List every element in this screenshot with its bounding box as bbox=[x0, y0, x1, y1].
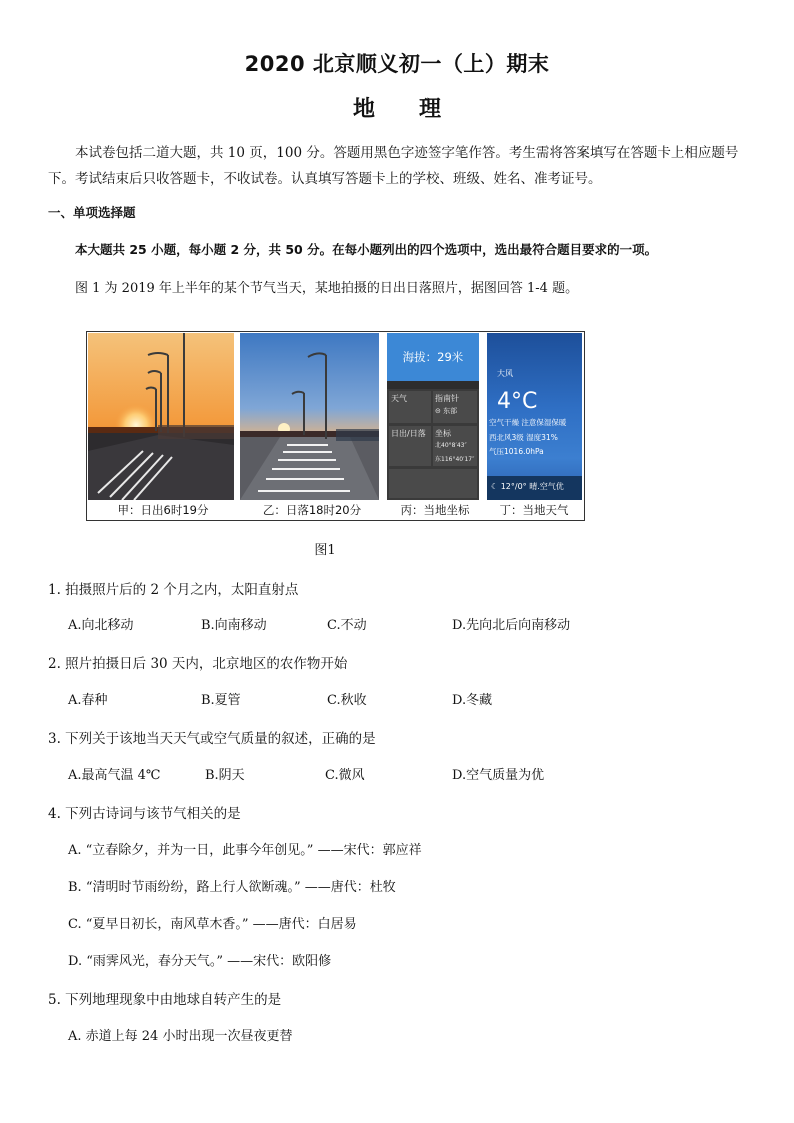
question-3-stem: 3. 下列关于该地当天天气或空气质量的叙述，正确的是 bbox=[48, 731, 376, 747]
coords-tile-label: 坐标 bbox=[435, 429, 451, 438]
subject-char-2: 理 bbox=[419, 97, 442, 122]
forecast-line: 12°/0° 晴.空气优 bbox=[500, 482, 564, 491]
exam-instructions: 本试卷包括二道大题，共 10 页，100 分。答题用黑色字迹签字笔作答。考生需将答案填写在答题卡上相应题号下。考试结束后只收答题卡，不收试卷。认真填写答题卡上的学校、班级、姓名、准考证号。 bbox=[48, 145, 739, 187]
question-3-option-b[interactable]: B.阴天 bbox=[205, 768, 245, 783]
compass-tile bbox=[433, 391, 477, 423]
figure-intro: 图 1 为 2019 年上半年的某个节气当天，某地拍摄的日出日落照片，据图回答 1-4 题。 bbox=[75, 281, 579, 296]
section-instruction: 本大题共 25 小题，每小题 2 分，共 50 分。在每小题列出的四个选项中，选出最符合题目要求的一项。 bbox=[75, 242, 658, 257]
subject-title bbox=[0, 92, 794, 123]
coordinate-screen bbox=[387, 333, 479, 500]
temperature-readout: 4°C bbox=[497, 389, 538, 414]
exam-title: 2020 北京顺义初一（上）期末 bbox=[244, 52, 550, 76]
question-3-option-a[interactable]: A.最高气温 4℃ bbox=[68, 768, 161, 783]
question-2-option-a[interactable]: A.春种 bbox=[68, 693, 108, 708]
wind-label: 大风 bbox=[497, 369, 513, 378]
weather-line-2: 西北风3级 湿度31% bbox=[489, 433, 558, 442]
question-4-option-c[interactable]: C. “夏早日初长，南风草木香。” ——唐代：白居易 bbox=[68, 917, 357, 932]
compass-icon: ⊝ bbox=[435, 407, 441, 415]
question-1-option-b[interactable]: B.向南移动 bbox=[201, 618, 267, 633]
question-4-option-d[interactable]: D. “雨霁风光，春分天气。” ——宋代：欧阳修 bbox=[68, 954, 332, 969]
longitude-value: 东116°40′17″ bbox=[435, 456, 475, 463]
latitude-value: 北40°8′43″ bbox=[435, 442, 467, 449]
subject-char-1: 地 bbox=[352, 97, 375, 122]
sunrise-photo bbox=[88, 333, 234, 500]
compass-direction: 东部 bbox=[443, 407, 458, 415]
caption-yi: 乙：日落18时20分 bbox=[262, 503, 362, 517]
altitude-readout: 海拔：29米 bbox=[387, 333, 479, 381]
question-4-option-a[interactable]: A. “立春除夕，并为一日，此事今年创见。” ——宋代：郭应祥 bbox=[68, 843, 422, 858]
weather-tile bbox=[389, 391, 431, 423]
caption-bing: 丙：当地坐标 bbox=[400, 503, 470, 517]
sunrise-sunset-tile bbox=[389, 426, 431, 466]
question-2-option-c[interactable]: C.秋收 bbox=[327, 693, 367, 708]
caption-ding: 丁：当地天气 bbox=[499, 503, 569, 517]
figure-caption: 图1 bbox=[314, 543, 336, 558]
question-5-stem: 5. 下列地理现象中由地球自转产生的是 bbox=[48, 992, 282, 1008]
question-1-option-d[interactable]: D.先向北后向南移动 bbox=[452, 618, 571, 633]
sunset-photo bbox=[240, 333, 379, 500]
weather-line-1: 空气干燥 注意保湿保暖 bbox=[489, 418, 567, 427]
compass-tile-label: 指南针 bbox=[435, 394, 459, 403]
question-2-option-b[interactable]: B.夏管 bbox=[201, 693, 241, 708]
question-2-option-d[interactable]: D.冬藏 bbox=[452, 693, 493, 708]
caption-jia: 甲：日出6时19分 bbox=[117, 503, 209, 517]
question-1-stem: 1. 拍摄照片后的 2 个月之内，太阳直射点 bbox=[48, 582, 299, 598]
question-1-option-c[interactable]: C.不动 bbox=[327, 618, 367, 633]
coords-tile bbox=[433, 426, 477, 466]
figure-1 bbox=[86, 331, 585, 521]
weather-tile-label: 天气 bbox=[391, 394, 407, 403]
section-heading: 一、单项选择题 bbox=[48, 205, 136, 220]
question-5-option-a[interactable]: A. 赤道上每 24 小时出现一次昼夜更替 bbox=[68, 1029, 293, 1044]
weather-screen bbox=[487, 333, 582, 500]
moon-icon: ☾ bbox=[491, 482, 499, 491]
weather-line-3: 气压1016.0hPa bbox=[489, 447, 544, 456]
question-3-option-c[interactable]: C.微风 bbox=[325, 768, 365, 783]
sun-tile-label: 日出/日落 bbox=[391, 429, 426, 438]
question-1-option-a[interactable]: A.向北移动 bbox=[68, 618, 134, 633]
question-4-stem: 4. 下列古诗词与该节气相关的是 bbox=[48, 806, 241, 822]
question-2-stem: 2. 照片拍摄日后 30 天内，北京地区的农作物开始 bbox=[48, 656, 348, 672]
question-4-option-b[interactable]: B. “清明时节雨纷纷，路上行人欲断魂。” ——唐代：杜牧 bbox=[68, 880, 396, 895]
question-3-option-d[interactable]: D.空气质量为优 bbox=[452, 768, 545, 783]
